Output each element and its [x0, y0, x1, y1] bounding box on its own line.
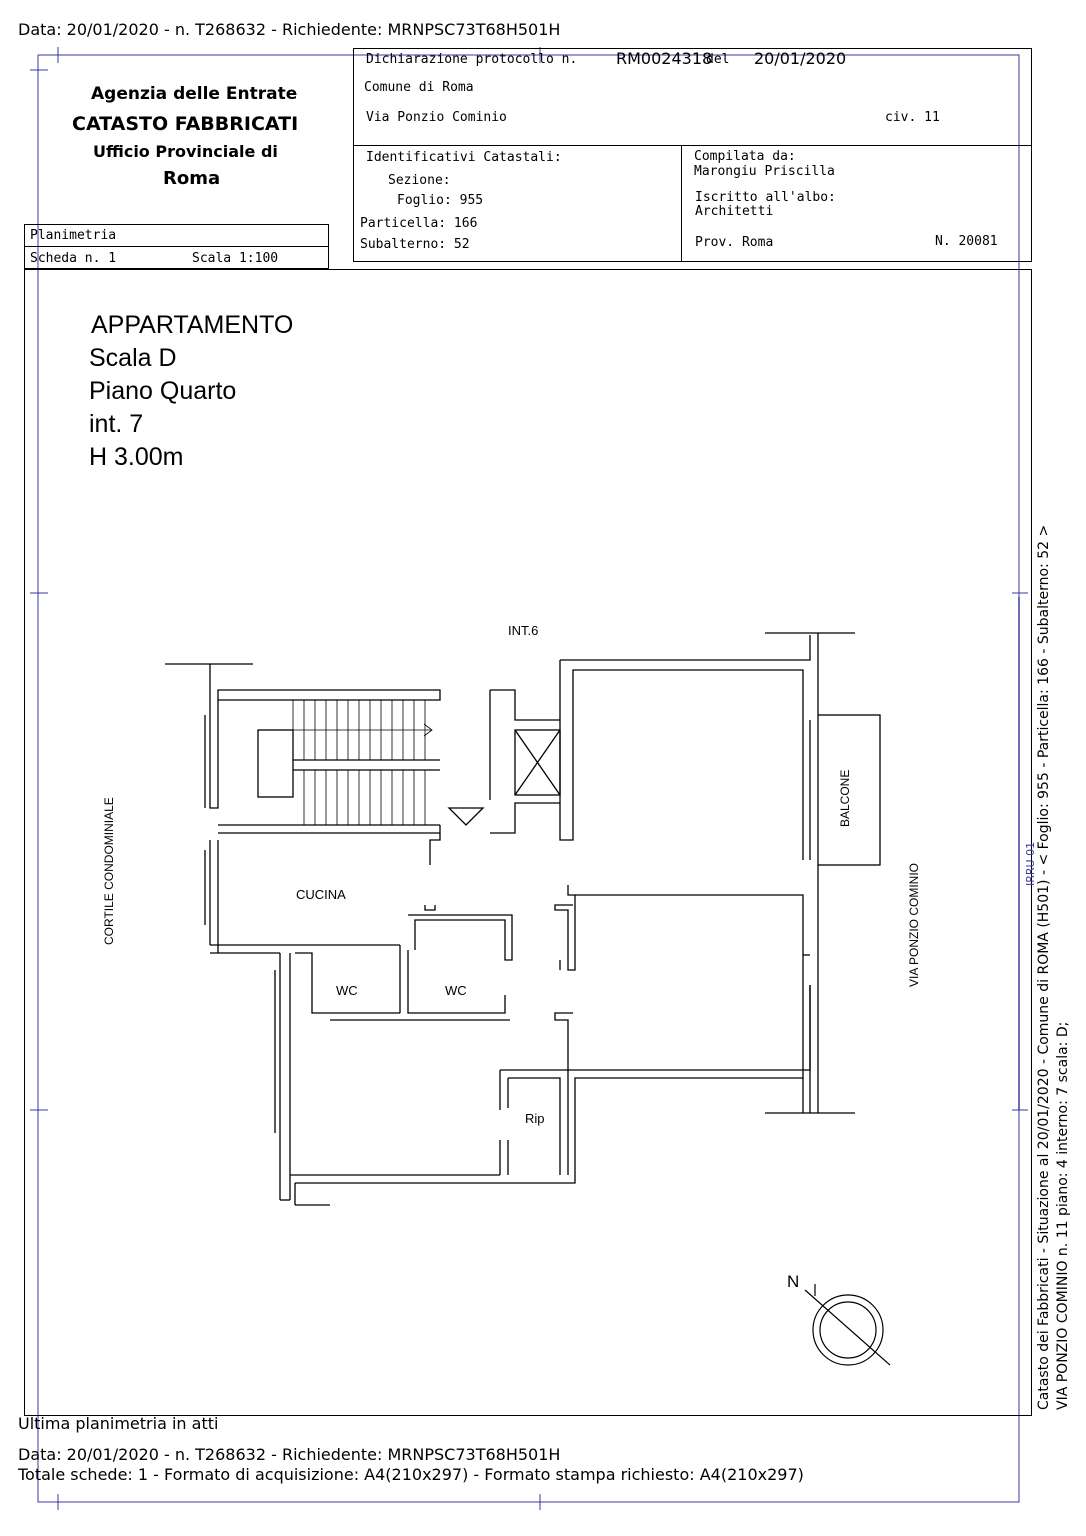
- agency-city: Roma: [163, 168, 221, 189]
- unit-height: H 3.00m: [89, 443, 184, 471]
- agency-office: Ufficio Provinciale di: [93, 142, 278, 161]
- side-stamp: IRRU 01: [1024, 841, 1037, 886]
- compiler-name: Marongiu Priscilla: [694, 164, 835, 179]
- header-request-line: Data: 20/01/2020 - n. T268632 - Richiedente: MRNPSC73T68H501H: [18, 20, 561, 39]
- unit-floor: Piano Quarto: [89, 377, 237, 405]
- label-cortile: CORTILE CONDOMINIALE: [102, 797, 116, 945]
- albo-label: Iscritto all'albo:: [695, 190, 836, 205]
- albo-value: Architetti: [695, 204, 774, 219]
- footer-format-line: Totale schede: 1 - Formato di acquisizione: A4(210x297) - Formato stampa richiesto: A4(210x297): [18, 1465, 804, 1484]
- planimetria-title: Planimetria: [30, 228, 117, 243]
- foglio: Foglio: 955: [397, 193, 484, 208]
- label-wc-1: WC: [336, 983, 358, 998]
- label-rip: Rip: [525, 1111, 545, 1126]
- agency-department: CATASTO FABBRICATI: [72, 113, 299, 135]
- label-int6: INT.6: [508, 623, 539, 638]
- del-label: del: [706, 52, 730, 67]
- scale: Scala 1:100: [192, 251, 279, 266]
- side-cadastral-status: Catasto dei Fabbricati - Situazione al 20/01/2020 - Comune di ROMA (H501) - < Foglio: 955 - Particella: 166 - Subalterno: 52 >: [1036, 524, 1052, 1410]
- label-balcone: BALCONE: [838, 769, 852, 827]
- identifiers-title: Identificativi Catastali:: [366, 150, 562, 165]
- unit-type: APPARTAMENTO: [91, 311, 294, 339]
- province: Prov. Roma: [695, 235, 774, 250]
- protocol-label: Dichiarazione protocollo n.: [366, 52, 578, 67]
- footer-request-line: Data: 20/01/2020 - n. T268632 - Richiedente: MRNPSC73T68H501H: [18, 1445, 561, 1464]
- compiled-by-label: Compilata da:: [694, 149, 796, 164]
- subalterno: Subalterno: 52: [360, 237, 470, 252]
- street-address: Via Ponzio Cominio: [366, 110, 507, 125]
- side-address-line: VIA PONZIO COMINIO n. 11 piano: 4 interno: 7 scala: D;: [1055, 1021, 1071, 1410]
- protocol-number: RM0024318: [616, 49, 713, 68]
- scheda-number: Scheda n. 1: [30, 251, 117, 266]
- label-wc-2: WC: [445, 983, 467, 998]
- declaration-date: 20/01/2020: [754, 49, 847, 68]
- label-north: N: [787, 1272, 800, 1291]
- particella: Particella: 166: [360, 216, 478, 231]
- civic-number: civ. 11: [885, 110, 940, 125]
- unit-scala: Scala D: [89, 344, 177, 372]
- footer-ultima-planimetria: Ultima planimetria in atti: [18, 1414, 219, 1433]
- unit-internal: int. 7: [89, 410, 144, 438]
- drawing-frame: [24, 269, 1032, 1416]
- comune: Comune di Roma: [364, 80, 474, 95]
- sezione: Sezione:: [388, 173, 451, 188]
- label-cucina: CUCINA: [296, 887, 346, 902]
- registration-number: N. 20081: [935, 234, 998, 249]
- label-street: VIA PONZIO COMINIO: [907, 862, 921, 987]
- agency-name: Agenzia delle Entrate: [91, 84, 298, 104]
